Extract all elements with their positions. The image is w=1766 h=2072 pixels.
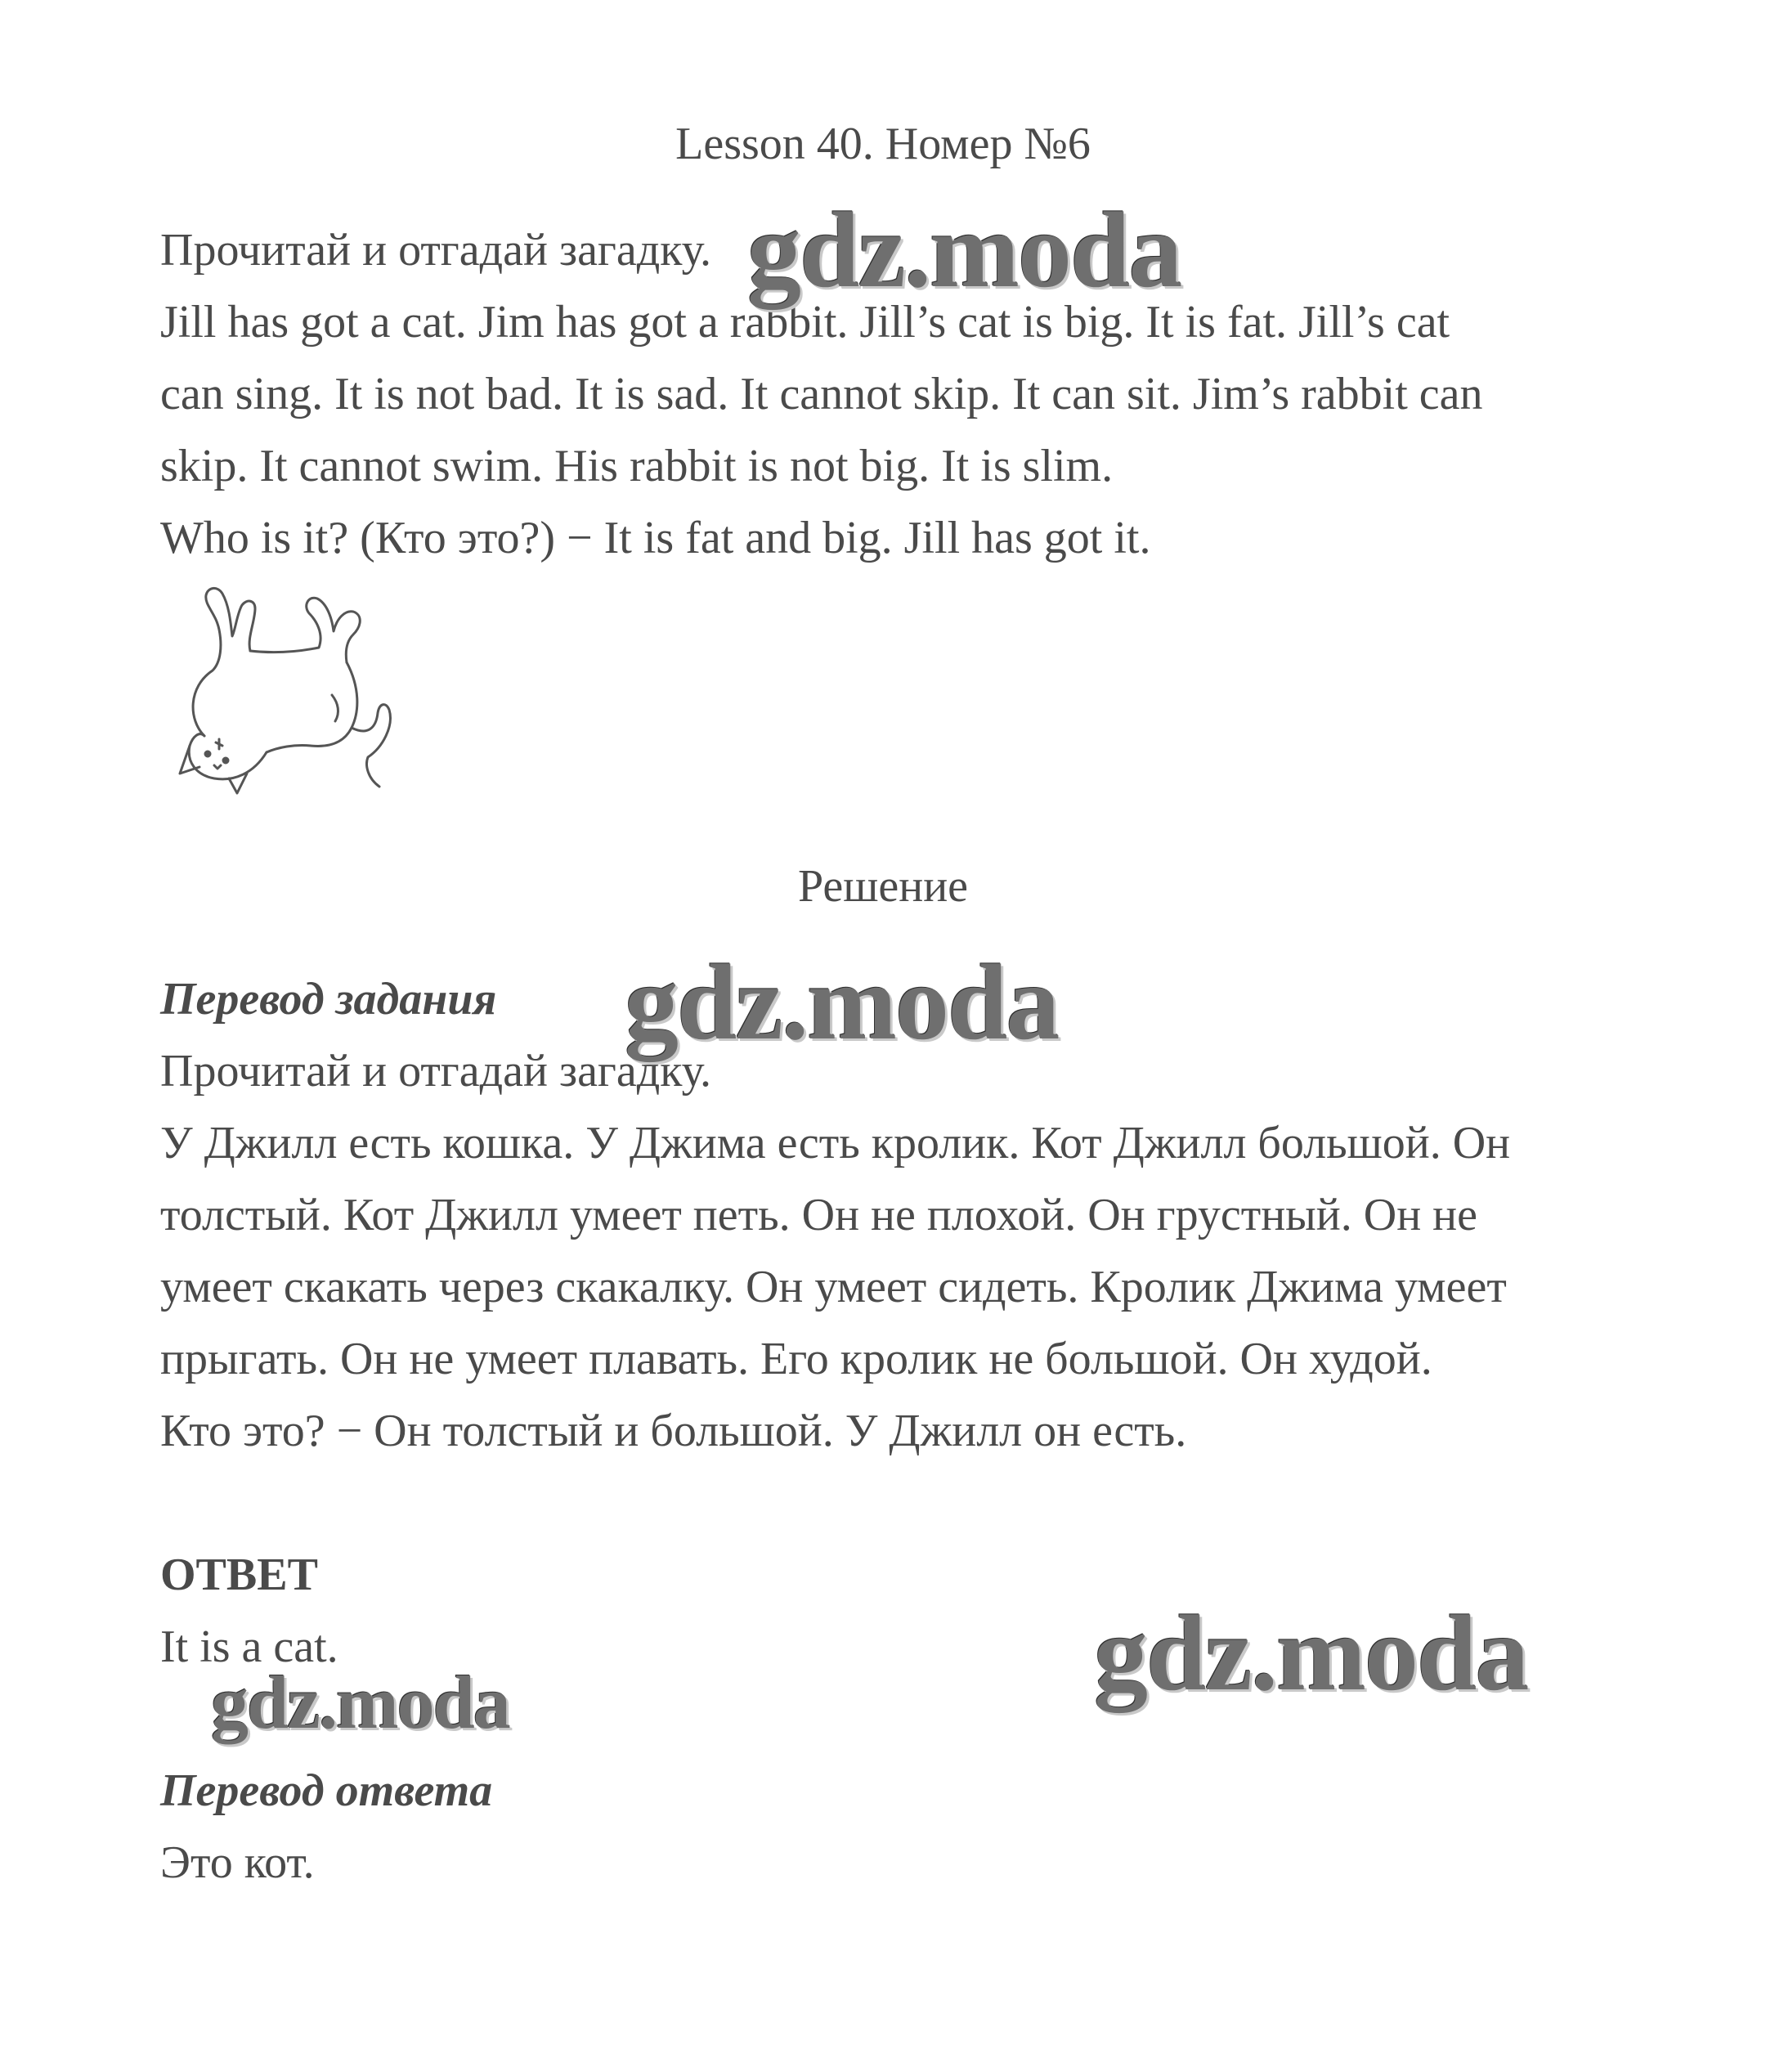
watermark: gdz.moda [625, 942, 1059, 1062]
watermark: gdz.moda [1094, 1593, 1528, 1713]
translation-line: прыгать. Он не умеет плавать. Его кролик не большой. Он худой. [160, 1334, 1432, 1384]
translation-instruction: Прочитай и отгадай загадку. [160, 1046, 712, 1097]
translation-heading: Перевод задания [160, 974, 497, 1025]
translation-line: У Джилл есть кошка. У Джима есть кролик. Кот Джилл большой. Он [160, 1118, 1511, 1168]
translation-line: умеет скакать через скакалку. Он умеет сидеть. Кролик Джима умеет [160, 1262, 1507, 1312]
answer-translation-text: Это кот. [160, 1837, 315, 1888]
answer-heading: ОТВЕТ [160, 1550, 318, 1600]
watermark: gdz.moda [747, 190, 1181, 310]
task-instruction: Прочитай и отгадай загадку. [160, 225, 712, 276]
translation-line: Кто это? − Он толстый и большой. У Джилл он есть. [160, 1406, 1187, 1456]
cat-drawing-icon [172, 572, 409, 801]
translation-line: толстый. Кот Джилл умеет петь. Он не плохой. Он грустный. Он не [160, 1190, 1477, 1240]
watermark: gdz.moda [211, 1661, 509, 1744]
task-line: skip. It cannot swim. His rabbit is not big. It is slim. [160, 441, 1114, 491]
task-line: Jill has got a cat. Jim has got a rabbit. Jill’s cat is big. It is fat. Jill’s cat [160, 297, 1450, 348]
answer-text: It is a cat. [160, 1621, 338, 1672]
answer-translation-heading: Перевод ответа [160, 1765, 493, 1816]
solution-heading: Решение [797, 861, 969, 912]
page-title: Lesson 40. Номер №6 [675, 119, 1091, 169]
task-line: can sing. It is not bad. It is sad. It cannot skip. It can sit. Jim’s rabbit can [160, 369, 1483, 419]
task-line: Who is it? (Кто это?) − It is fat and big. Jill has got it. [160, 513, 1151, 563]
